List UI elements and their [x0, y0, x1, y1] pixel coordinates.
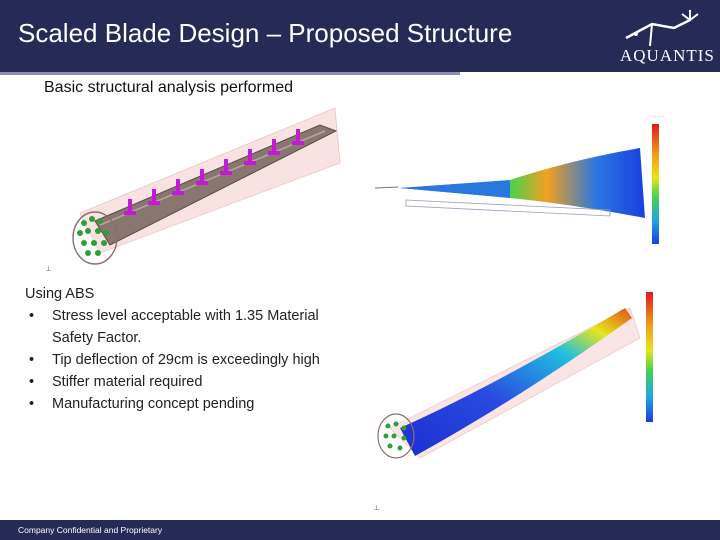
bullet-list	[25, 305, 355, 415]
logo-wordmark: AQUANTIS	[620, 46, 715, 65]
footer-text: Company Confidential and Proprietary	[18, 525, 163, 535]
svg-text:⟂: ⟂	[46, 264, 52, 273]
svg-text:- - - - -: - - - - -	[652, 114, 665, 119]
body-text-block	[25, 283, 355, 415]
slide-title: Scaled Blade Design – Proposed Structure	[18, 18, 513, 48]
slide-subtitle: Basic structural analysis performed	[44, 79, 293, 96]
title-underline	[0, 72, 460, 75]
bullet-item: • Stiffer material required	[25, 371, 355, 393]
blade-displacement-plot-image	[370, 278, 698, 518]
bullet-item: • Stress level acceptable with 1.35 Material Safety Factor.	[25, 305, 355, 349]
svg-text:⟂: ⟂	[374, 503, 380, 512]
body-heading: Using ABS	[25, 286, 95, 302]
blade-load-setup-image	[40, 103, 365, 278]
bullet-item: • Tip deflection of 29cm is exceedingly high	[25, 349, 355, 371]
blade-stress-plot-image	[370, 98, 698, 263]
bullet-item: • Manufacturing concept pending	[25, 393, 355, 415]
